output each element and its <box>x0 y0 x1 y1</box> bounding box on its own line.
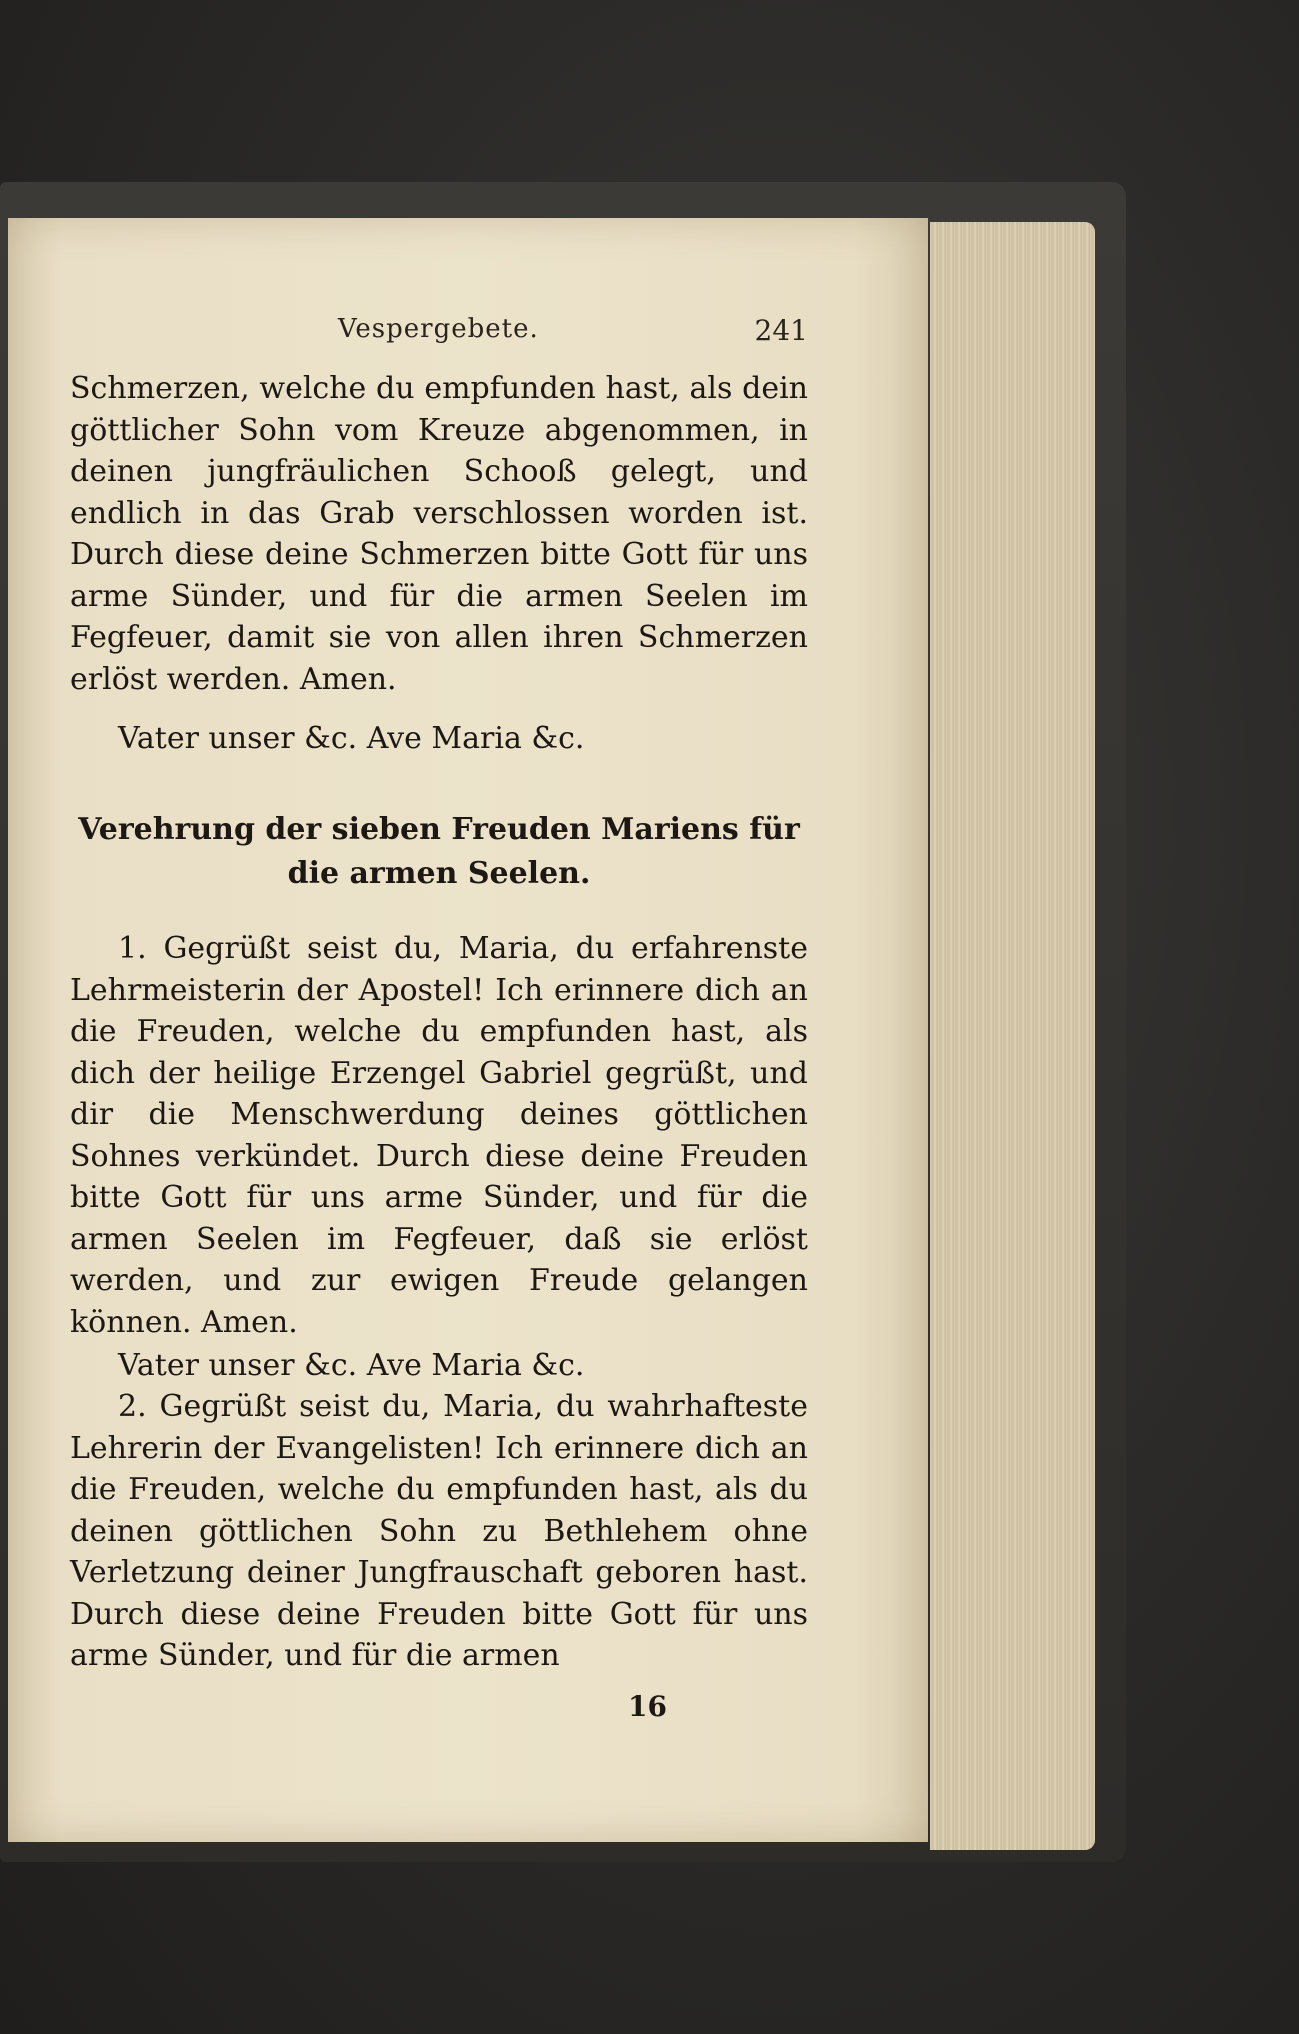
page-edges <box>930 222 1095 1850</box>
page-number: 241 <box>754 314 808 347</box>
running-title: Vespergebete. <box>338 314 539 344</box>
book-page <box>8 218 928 1842</box>
paragraph-1: Schmerzen, welche du empfunden hast, als dein göttlicher Sohn vom Kreuze abgenommen, in deinen jungfräulichen Schooß gelegt, und endlich in das Grab verschlossen worden ist. Durch diese deine Schmerzen bitte Gott für uns arme Sünder, und für die armen Seelen im Fegfeuer, damit sie von allen ihren Schmerzen erlöst werden. Amen. <box>70 371 808 697</box>
paragraph-3: 2. Gegrüßt seist du, Maria, du wahrhafteste Lehrerin der Evangelisten! Ich erinnere dich an die Freuden, welche du empfunden hast, als du deinen göttlichen Sohn zu Bethlehem ohne Verletzung deiner Jungfrauschaft geboren hast. Durch diese deine Freuden bitte Gott für uns arme Sünder, und für die armen <box>70 1389 808 1673</box>
signature-mark: 16 <box>628 1690 667 1723</box>
prayer-line-1: Vater unser &c. Ave Maria &c. <box>118 721 585 756</box>
page-header <box>68 314 808 364</box>
paragraph-2: 1. Gegrüßt seist du, Maria, du erfahrenste Lehrmeisterin der Apostel! Ich erinnere dich an die Freuden, welche du empfunden hast, als dich der heilige Erzengel Gabriel gegrüßt, und dir die Menschwerdung deines göttlichen Sohnes verkündet. Durch diese deine Freuden bitte Gott für uns arme Sünder, und für die armen Seelen im Fegfeuer, daß sie erlöst werden, und zur ewigen Freude gelangen können. Amen. <box>70 931 808 1340</box>
prayer-line-2: Vater unser &c. Ave Maria &c. <box>118 1348 585 1383</box>
section-heading: Verehrung der sieben Freuden Mariens für die armen Seelen. <box>78 812 800 891</box>
